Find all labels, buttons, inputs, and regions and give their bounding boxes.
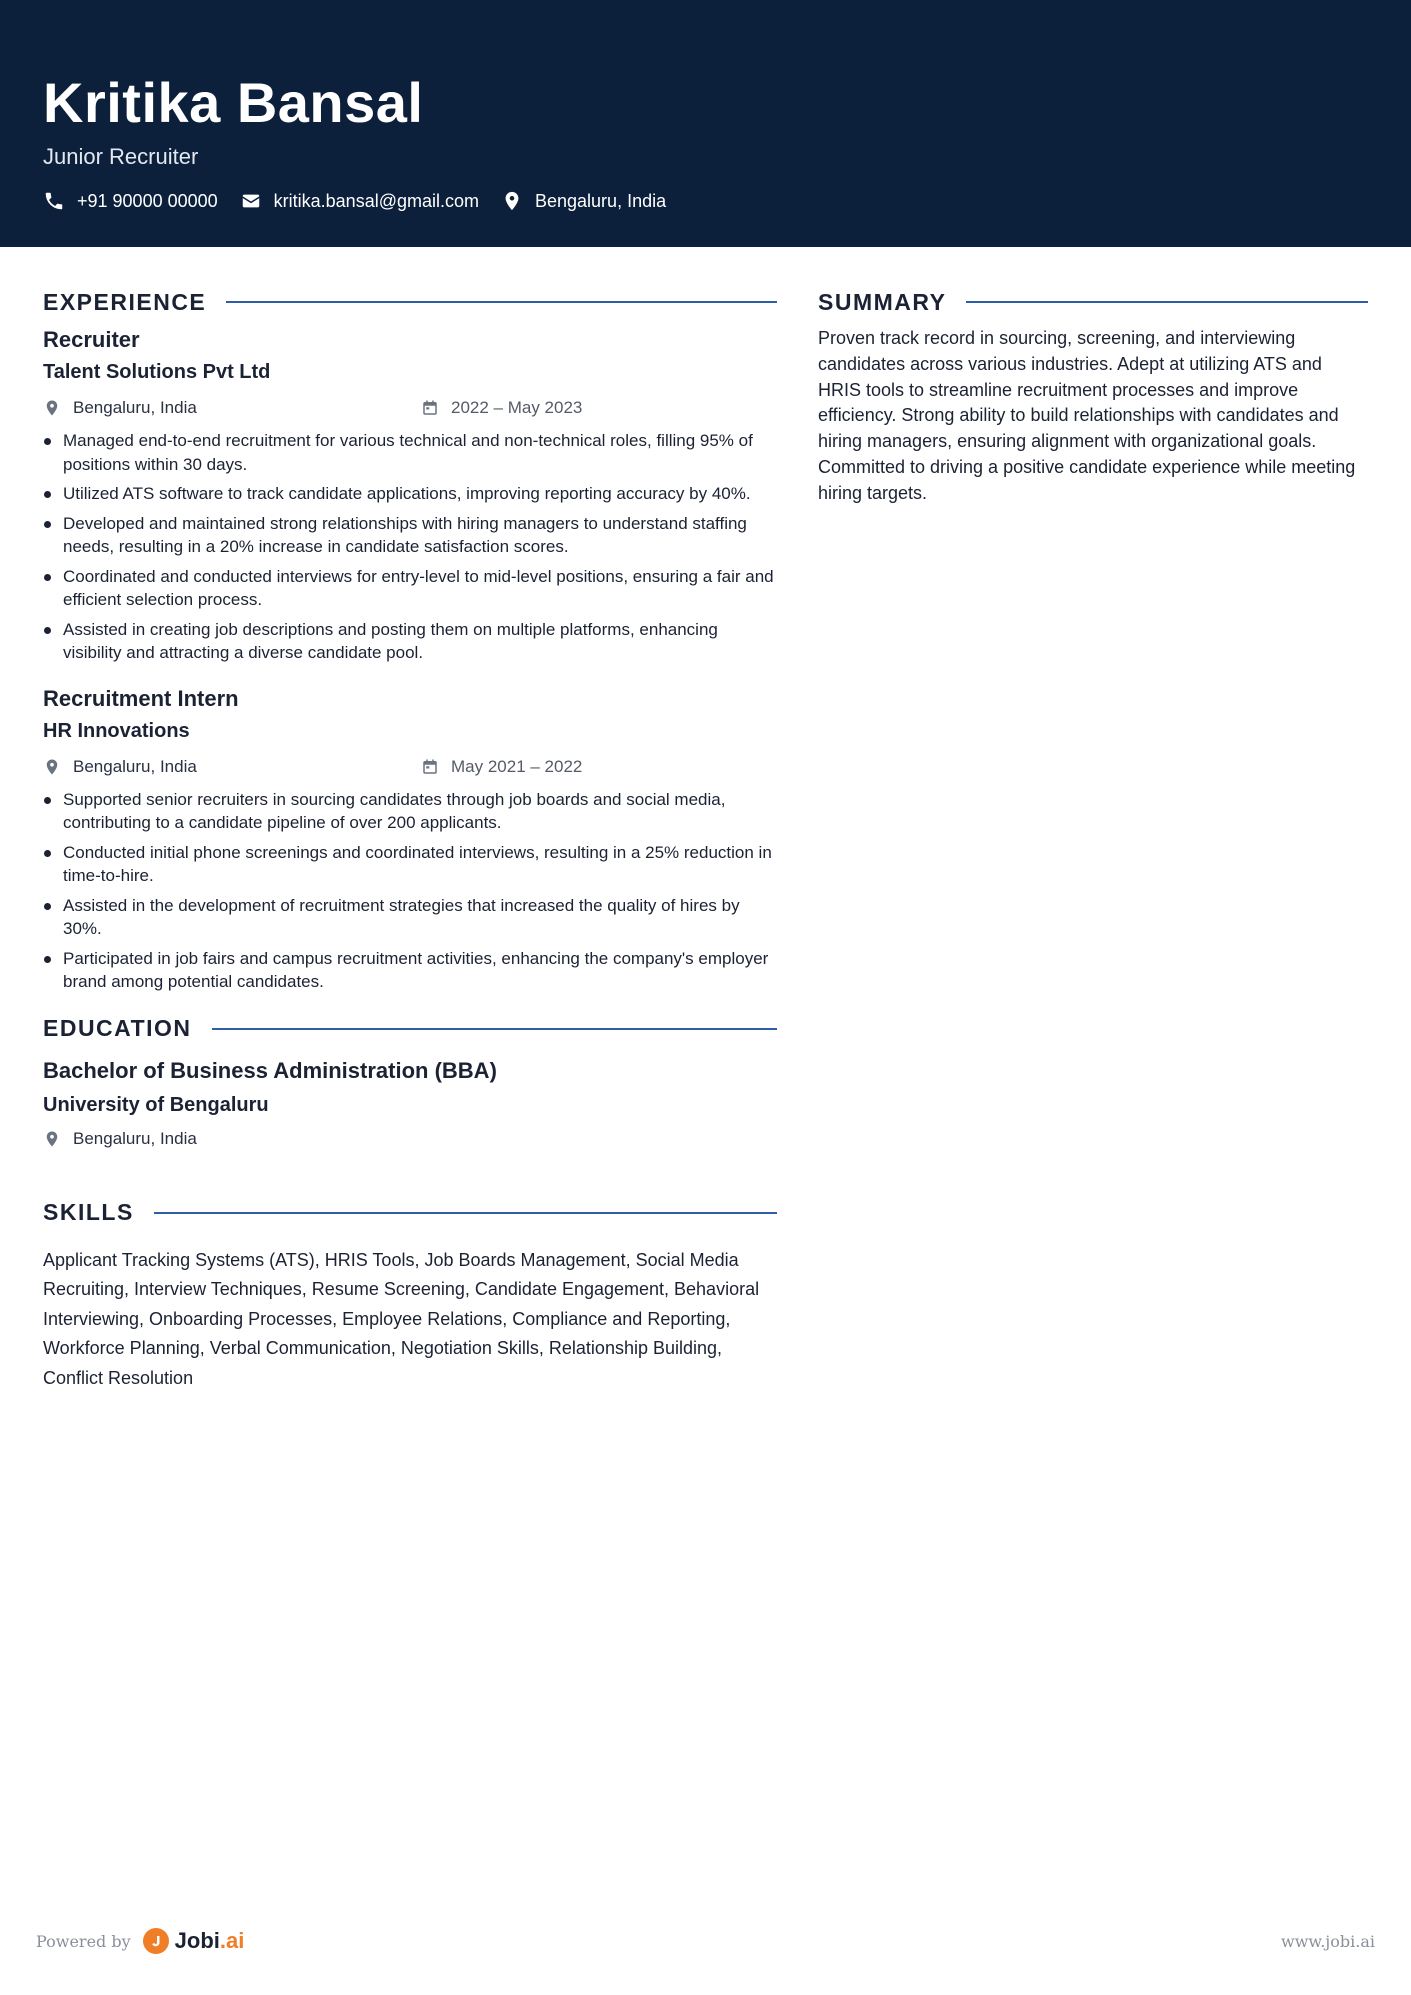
job-role: Recruiter xyxy=(43,327,140,352)
school-name: University of Bengaluru xyxy=(43,1093,269,1116)
location-pin-icon xyxy=(43,758,61,776)
skills-section xyxy=(43,1198,777,1394)
list-item: Developed and maintained strong relationships with hiring managers to understand staffing needs, resulting in a 20% increase in candidate satisfaction scores. xyxy=(43,512,777,559)
education-location xyxy=(43,1129,421,1149)
section-title: EDUCATION xyxy=(43,1015,192,1041)
job-role: Recruitment Intern xyxy=(43,685,239,711)
location-text: Bengaluru, India xyxy=(535,190,667,211)
email-text[interactable]: kritika.bansal@gmail.com xyxy=(273,190,479,211)
list-item: Conducted initial phone screenings and coordinated interviews, resulting in a 25% reduction in time-to-hire. xyxy=(43,841,777,888)
job-dates xyxy=(421,757,582,777)
calendar-icon xyxy=(421,399,439,417)
experience-entry xyxy=(43,326,777,665)
job-dates-text: 2022 – May 2023 xyxy=(451,398,583,417)
list-item: Assisted in creating job descriptions and posting them on multiple platforms, enhancing visibility and attracting a diverse candidate pool. xyxy=(43,618,777,665)
experience-section xyxy=(43,287,777,994)
email-icon xyxy=(240,190,262,212)
summary-text: Proven track record in sourcing, screening, and interviewing candidates across various industries. Adept at utilizing ATS and HRIS tools to streamline recruitment processes and improve efficiency. Strong ability to build relationships with candidates and hiring managers, ensuring alignment with organizational goals. Committed to driving a positive candidate experience while meeting hiring targets. xyxy=(818,328,1356,503)
location-pin-icon xyxy=(501,190,523,212)
summary-header xyxy=(818,287,1368,317)
list-item: Assisted in the development of recruitment strategies that increased the quality of hires by 30%. xyxy=(43,894,777,941)
powered-by-label: Powered by xyxy=(36,1931,131,1951)
candidate-name: Kritika Bansal xyxy=(43,71,424,134)
job-bullets xyxy=(43,429,777,665)
candidate-title: Junior Recruiter xyxy=(43,144,199,169)
job-location-text: Bengaluru, India xyxy=(73,398,197,417)
section-divider xyxy=(154,1212,777,1214)
job-meta xyxy=(43,754,777,780)
skills-list: Applicant Tracking Systems (ATS), HRIS Tools, Job Boards Management, Social Media Recruiting, Interview Techniques, Resume Screening, Candidate Engagement, Behavioral Interviewing, Onboarding Processes, Employee Relations, Compliance and Reporting, Workforce Planning, Verbal Communication, Negotiation Skills, Relationship Building, Conflict Resolution xyxy=(43,1249,760,1388)
list-item: Supported senior recruiters in sourcing candidates through job boards and social media, contributing to a candidate pipeline of over 200 applicants. xyxy=(43,788,777,835)
company-name: HR Innovations xyxy=(43,719,190,742)
footer-branding xyxy=(36,1928,244,1954)
list-item: Participated in job fairs and campus recruitment activities, enhancing the company's employer brand among potential candidates. xyxy=(43,947,777,994)
location-pin-icon xyxy=(43,399,61,417)
section-divider xyxy=(212,1028,777,1030)
job-meta xyxy=(43,395,777,421)
right-column xyxy=(818,287,1368,507)
summary-section xyxy=(818,287,1368,507)
job-location-text: Bengaluru, India xyxy=(73,756,197,776)
contact-bar xyxy=(43,190,688,212)
resume-header xyxy=(0,0,1411,247)
phone-text: +91 90000 00000 xyxy=(77,190,218,211)
job-location xyxy=(43,757,421,777)
contact-email xyxy=(240,190,479,212)
calendar-icon xyxy=(421,758,439,776)
section-title: SUMMARY xyxy=(818,288,947,315)
education-header xyxy=(43,1014,777,1044)
degree-name: Bachelor of Business Administration (BBA) xyxy=(43,1057,497,1083)
education-location-text: Bengaluru, India xyxy=(73,1128,197,1148)
education-meta xyxy=(43,1126,777,1152)
job-dates xyxy=(421,398,582,418)
contact-location xyxy=(501,190,666,212)
job-location xyxy=(43,398,421,418)
contact-phone xyxy=(43,190,218,212)
education-section xyxy=(43,1014,777,1152)
company-name: Talent Solutions Pvt Ltd xyxy=(43,361,271,383)
section-title: SKILLS xyxy=(43,1199,134,1225)
location-pin-icon xyxy=(43,1130,61,1148)
list-item: Coordinated and conducted interviews for entry-level to mid-level positions, ensuring a fair and efficient selection process. xyxy=(43,565,777,612)
job-bullets xyxy=(43,788,777,994)
section-divider xyxy=(966,301,1368,303)
skills-header xyxy=(43,1198,777,1228)
footer-website[interactable]: www.jobi.ai xyxy=(1281,1932,1375,1951)
logo-suffix-text: .ai xyxy=(219,1928,245,1953)
list-item: Utilized ATS software to track candidate applications, improving reporting accuracy by 40%. xyxy=(43,482,777,506)
section-divider xyxy=(226,301,777,303)
list-item: Managed end-to-end recruitment for various technical and non-technical roles, filling 95% of positions within 30 days. xyxy=(43,429,777,476)
logo-main-text: Jobi xyxy=(174,1928,220,1953)
phone-icon xyxy=(43,190,65,212)
experience-header xyxy=(43,287,777,317)
job-dates-text: May 2021 – 2022 xyxy=(451,756,583,776)
experience-entry xyxy=(43,685,777,994)
left-column xyxy=(43,287,777,1393)
jobi-logo-icon xyxy=(143,1928,169,1954)
section-title: EXPERIENCE xyxy=(43,288,207,315)
jobi-logo-text[interactable] xyxy=(175,1928,245,1954)
